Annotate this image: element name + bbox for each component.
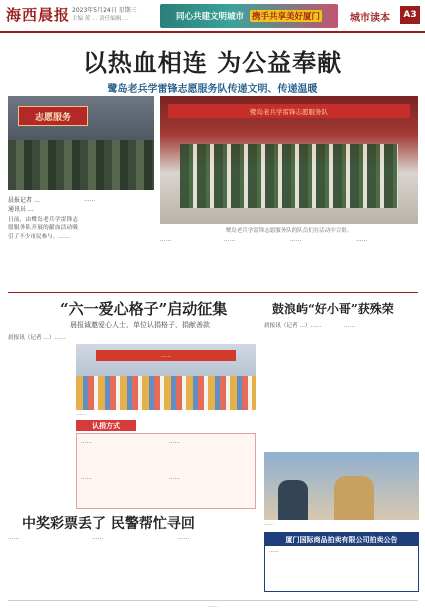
section-name: 城市读本 [350, 13, 390, 24]
auction-notice-ad [264, 532, 419, 592]
story1-column-5: …… [290, 237, 302, 243]
donation-info-box [76, 433, 256, 509]
main-subhead: 鹭岛老兵学雷锋志愿服务队传递文明、传递温暖 [107, 84, 318, 95]
story1-column-1: 日前，由鹭岛老兵学雷锋志愿服务队开展的献血活动吸引了不少市民参与。…… [8, 217, 78, 240]
photo-crowd [8, 140, 154, 190]
story3-column-2: …… [344, 323, 356, 329]
children-photo [76, 344, 256, 410]
volunteer-photo [8, 96, 154, 190]
masthead [0, 0, 425, 33]
group-photo-banner: 鹭岛老兵学雷锋志愿服务队 [168, 104, 410, 118]
story4-headline: 中奖彩票丢了 民警帮忙寻回 [22, 516, 195, 532]
courier-photo [264, 452, 419, 520]
auction-notice-title: 厦门国际商品拍卖有限公司拍卖公告 [265, 533, 418, 546]
photo-group-row [180, 144, 398, 208]
story4-column-1: …… [8, 535, 20, 541]
donation-info-heading: 认捐方式 [76, 420, 136, 431]
story3-column-1: 晨报讯（记者 …）…… [264, 323, 322, 329]
story2-subhead: 晨报诚邀爱心人士、单位认捐格子，捐献善款 [70, 321, 210, 329]
story1-column-2: …… [84, 197, 96, 203]
story2-column-1: 晨报讯（记者 …）…… [8, 335, 66, 341]
group-photo [160, 96, 418, 224]
section-divider [8, 292, 418, 293]
civic-banner [160, 4, 338, 28]
banner-left-text: 同心共建文明城市 [175, 12, 244, 22]
children-photo-banner: …… [96, 350, 236, 361]
auction-notice-body: …… [269, 549, 279, 554]
newspaper-logo: 海西晨报 [6, 6, 71, 24]
banner-right-text: 携手共享美好厦门 [252, 12, 321, 22]
photo-children-group [76, 376, 256, 410]
volunteer-sign: 志愿服务 [18, 106, 88, 126]
story3-headline: 鼓浪屿“好小哥”获殊荣 [272, 302, 394, 316]
story1-column-4: …… [224, 237, 236, 243]
children-photo-caption: …… [76, 411, 86, 417]
byline-reporter: 晨报记者 … [8, 197, 40, 204]
photo-figure-2 [334, 476, 374, 520]
byline-correspondent: 通讯员 … [8, 206, 34, 213]
page-footer: …… [8, 600, 418, 609]
story2-headline: “六一爱心格子”启动征集 [60, 300, 228, 318]
story1-column-3: …… [160, 237, 172, 243]
page-number-badge: A3 [400, 6, 420, 24]
story4-column-3: …… [178, 535, 190, 541]
story1-byline [8, 196, 40, 214]
photo-figure-1 [278, 480, 308, 520]
main-headline: 以热血相连 为公益奉献 [82, 48, 343, 77]
courier-photo-caption: …… [264, 521, 274, 527]
group-photo-caption: 鹭岛老兵学雷锋志愿服务队的队员们在活动中合影。 [225, 228, 353, 234]
donation-info-4: …… [169, 475, 180, 481]
donation-info-2: …… [169, 439, 180, 445]
donation-info-1: …… [81, 439, 92, 445]
story1-column-6: …… [356, 237, 368, 243]
story4-column-2: …… [92, 535, 104, 541]
donation-info-3: …… [81, 475, 92, 481]
issue-date: 2023年5月24日 星期三 [72, 7, 137, 14]
editor-credits: 主编 黄 … 责任编辑 … [72, 16, 129, 22]
